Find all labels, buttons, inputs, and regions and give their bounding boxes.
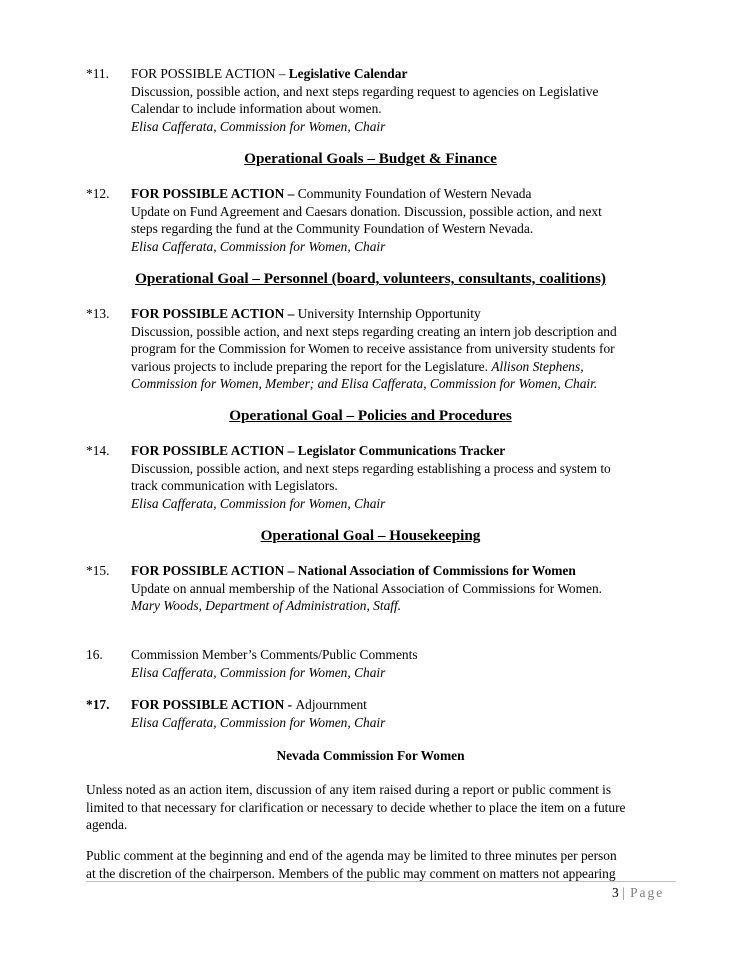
item-description-line: steps regarding the fund at the Community Foundation of Western Nevada. <box>131 221 534 237</box>
item-title: FOR POSSIBLE ACTION – Legislator Communications Tracker <box>131 443 506 458</box>
item-number: *13. <box>86 306 110 321</box>
item-description-line: Calendar to include information about women. <box>131 101 382 117</box>
item-presenter: Elisa Cafferata, Commission for Women, Chair <box>131 238 386 254</box>
item-presenter: Mary Woods, Department of Administration, Staff. <box>131 598 402 614</box>
item-description-line: Discussion, possible action, and next steps regarding creating an intern job description and <box>131 323 617 339</box>
org-heading: Nevada Commission For Women <box>276 748 465 763</box>
footer-rule <box>86 881 676 882</box>
section-heading-policies: Operational Goal – Policies and Procedures <box>229 407 512 424</box>
page-label: Page <box>630 885 665 900</box>
item-number: *14. <box>86 443 110 458</box>
item-title: FOR POSSIBLE ACTION – University Internship Opportunity <box>131 306 481 321</box>
page-footer <box>612 884 664 902</box>
item-description-line: track communication with Legislators. <box>131 478 338 494</box>
item-description-line: Update on Fund Agreement and Caesars donation. Discussion, possible action, and next <box>131 203 602 219</box>
item-presenter: Elisa Cafferata, Commission for Women, Chair <box>131 118 386 134</box>
item-title: FOR POSSIBLE ACTION - Adjournment <box>131 697 367 712</box>
item-number: *12. <box>86 186 110 201</box>
item-number: 16. <box>86 647 103 662</box>
item-number: *17. <box>86 697 110 712</box>
item-presenter: Elisa Cafferata, Commission for Women, Chair <box>131 714 386 730</box>
item-title: FOR POSSIBLE ACTION – National Association of Commissions for Women <box>131 563 576 578</box>
item-number: *11. <box>86 66 109 81</box>
item-description-line: program for the Commission for Women to receive assistance from university students for <box>131 341 615 357</box>
item-presenter: Commission for Women, Member; and Elisa Cafferata, Commission for Women, Chair. <box>131 376 598 392</box>
item-description-line: various projects to include preparing the report for the Legislature. Allison Stephens, <box>131 358 584 374</box>
item-description-line: Discussion, possible action, and next steps regarding establishing a process and system to <box>131 460 611 476</box>
section-heading-housekeeping: Operational Goal – Housekeeping <box>260 527 481 544</box>
page-number: 3 <box>612 885 619 900</box>
paragraph-line: at the discretion of the chairperson. Members of the public may comment on matters not appearing <box>86 865 616 881</box>
paragraph-line: Public comment at the beginning and end of the agenda may be limited to three minutes per person <box>86 848 617 863</box>
item-description-line: Discussion, possible action, and next steps regarding request to agencies on Legislative <box>131 83 599 99</box>
item-title: Commission Member’s Comments/Public Comments <box>131 647 418 662</box>
section-heading-budget: Operational Goals – Budget & Finance <box>244 150 497 167</box>
item-description-line: Update on annual membership of the National Association of Commissions for Women. <box>131 580 602 596</box>
paragraph-public-comment-time <box>86 847 666 882</box>
item-presenter: Elisa Cafferata, Commission for Women, Chair <box>131 664 386 680</box>
paragraph-line: agenda. <box>86 817 128 833</box>
item-presenter: Elisa Cafferata, Commission for Women, Chair <box>131 495 386 511</box>
section-heading-personnel: Operational Goal – Personnel (board, volunteers, consultants, coalitions) <box>135 270 606 287</box>
item-title: FOR POSSIBLE ACTION – Legislative Calendar <box>131 66 408 81</box>
footer-separator: | <box>622 885 627 900</box>
paragraph-public-comment-scope <box>86 781 666 834</box>
item-title: FOR POSSIBLE ACTION – Community Foundation of Western Nevada <box>131 186 532 201</box>
paragraph-line: Unless noted as an action item, discussion of any item raised during a report or public comment is <box>86 782 612 797</box>
paragraph-line: limited to that necessary for clarification or necessary to decide whether to place the item on a future <box>86 799 626 815</box>
item-number: *15. <box>86 563 110 578</box>
